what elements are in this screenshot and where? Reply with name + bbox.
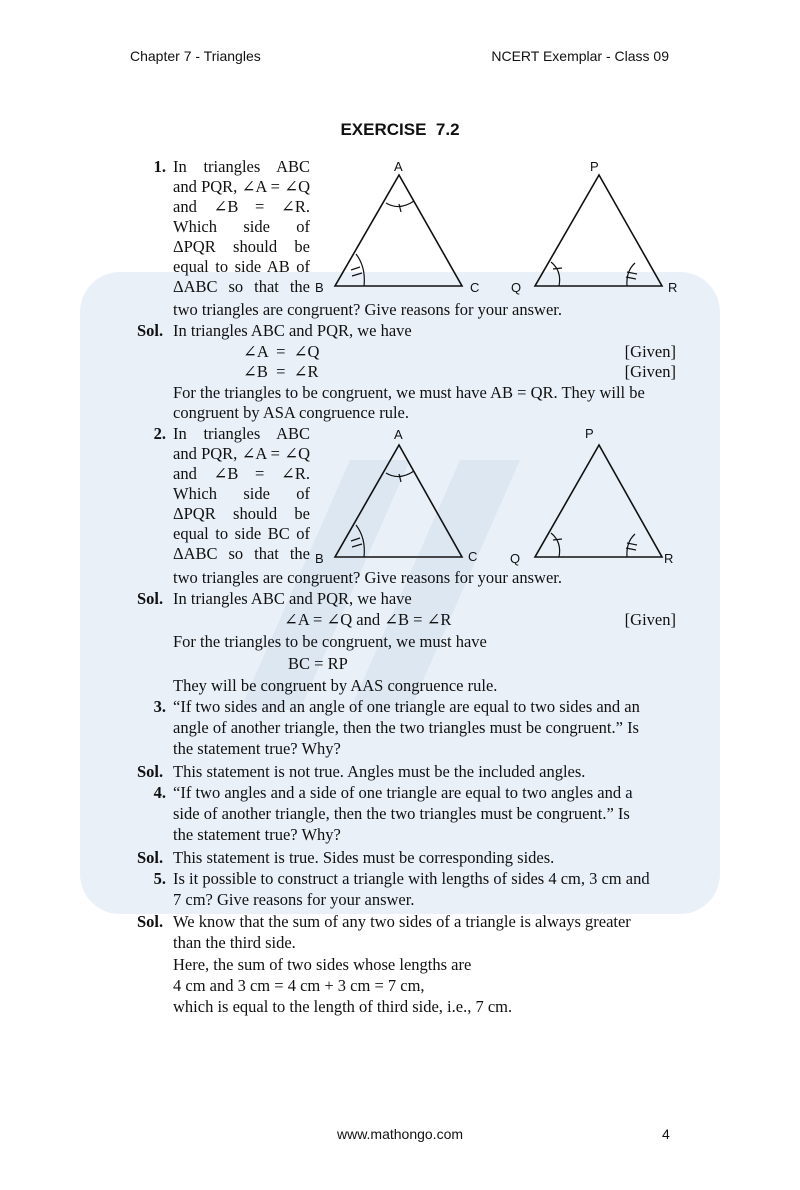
sol5-line: which is equal to the length of third side, i.e., 7 cm. (173, 997, 513, 1016)
sol2-intro: In triangles ABC and PQR, we have (173, 589, 412, 608)
sol3-label: Sol. (137, 762, 164, 781)
label-b: B (315, 280, 324, 295)
q5-number: 5. (153, 869, 166, 888)
sol4-label: Sol. (137, 848, 164, 867)
q3-line: the statement true? Why? (173, 739, 341, 758)
q3-line: angle of another triangle, then the two triangles must be congruent.” Is (173, 718, 639, 737)
q2-figure (310, 425, 680, 570)
q1-line: and ∠B = ∠R. (173, 197, 310, 216)
sol5-label: Sol. (137, 912, 164, 931)
q2-line: In triangles ABC (173, 424, 310, 443)
sol1-eq1-reason: [Given] (624, 342, 676, 361)
sol2-eq2: BC = RP (288, 654, 348, 673)
page-number: 4 (662, 1126, 670, 1142)
q2-line: ΔABC so that the (173, 544, 310, 563)
sol1-eq1: ∠A = ∠Q (243, 342, 320, 361)
q1-text-block (173, 157, 310, 297)
sol5-line: Here, the sum of two sides whose lengths are (173, 955, 472, 974)
label-p: P (590, 159, 599, 174)
sol1-line1: For the triangles to be congruent, we must have AB = QR. They will be (173, 383, 645, 402)
q2-line: equal to side BC of (173, 524, 310, 543)
sol2-line2: They will be congruent by AAS congruence rule. (173, 676, 498, 695)
q5-line: Is it possible to construct a triangle with lengths of sides 4 cm, 3 cm and (173, 869, 650, 888)
sol1-eq2-reason: [Given] (624, 362, 676, 381)
q1-tail: two triangles are congruent? Give reasons for your answer. (173, 300, 562, 319)
sol1-eq2: ∠B = ∠R (243, 362, 319, 381)
q4-line: side of another triangle, then the two triangles must be congruent.” Is (173, 804, 630, 823)
q2-line: and PQR, ∠A = ∠Q (173, 444, 310, 463)
chapter-header: Chapter 7 - Triangles (130, 48, 261, 64)
q1-line: ΔABC so that the (173, 277, 310, 296)
sol1-intro: In triangles ABC and PQR, we have (173, 321, 412, 340)
sol1-label: Sol. (137, 321, 164, 340)
label-r: R (668, 280, 678, 295)
sol1-line2: congruent by ASA congruence rule. (173, 403, 409, 422)
footer-url[interactable]: www.mathongo.com (336, 1126, 464, 1142)
q2-text-block (173, 424, 310, 564)
sol2-eq: ∠A = ∠Q and ∠B = ∠R (284, 610, 452, 629)
q1-figure (310, 155, 680, 300)
label-c: C (470, 280, 480, 295)
q5-line: 7 cm? Give reasons for your answer. (173, 890, 415, 909)
q2-number: 2. (153, 424, 166, 443)
label-a: A (394, 159, 403, 174)
q4-line: “If two angles and a side of one triangle are equal to two angles and a (173, 783, 633, 802)
label-r: R (664, 551, 674, 566)
q4-number: 4. (153, 783, 166, 802)
sol4-text: This statement is true. Sides must be corresponding sides. (173, 848, 555, 867)
label-p: P (585, 426, 594, 441)
label-q: Q (511, 280, 522, 295)
sol5-line: 4 cm and 3 cm = 4 cm + 3 cm = 7 cm, (173, 976, 425, 995)
exercise-title: EXERCISE 7.2 (340, 120, 460, 139)
q4-line: the statement true? Why? (173, 825, 341, 844)
q1-line: equal to side AB of (173, 257, 310, 276)
sol3-text: This statement is not true. Angles must be the included angles. (173, 762, 586, 781)
q3-number: 3. (153, 697, 166, 716)
q1-number: 1. (153, 157, 166, 176)
book-header: NCERT Exemplar - Class 09 (491, 48, 669, 64)
q2-line: ΔPQR should be (173, 504, 310, 523)
label-c: C (468, 549, 478, 564)
label-a: A (394, 427, 403, 442)
q1-line: Which side of (173, 217, 310, 236)
sol2-eq-reason: [Given] (624, 610, 676, 629)
q1-line: ΔPQR should be (173, 237, 310, 256)
q2-line: Which side of (173, 484, 310, 503)
label-b: B (315, 551, 324, 566)
q1-line: In triangles ABC (173, 157, 310, 176)
sol2-line1: For the triangles to be congruent, we must have (173, 632, 487, 651)
sol5-line: than the third side. (173, 933, 296, 952)
sol2-label: Sol. (137, 589, 164, 608)
q2-line: and ∠B = ∠R. (173, 464, 310, 483)
q1-line: and PQR, ∠A = ∠Q (173, 177, 310, 196)
label-q: Q (510, 551, 521, 566)
q3-line: “If two sides and an angle of one triangle are equal to two sides and an (173, 697, 640, 716)
sol5-line: We know that the sum of any two sides of a triangle is always greater (173, 912, 631, 931)
q2-tail: two triangles are congruent? Give reasons for your answer. (173, 568, 562, 587)
